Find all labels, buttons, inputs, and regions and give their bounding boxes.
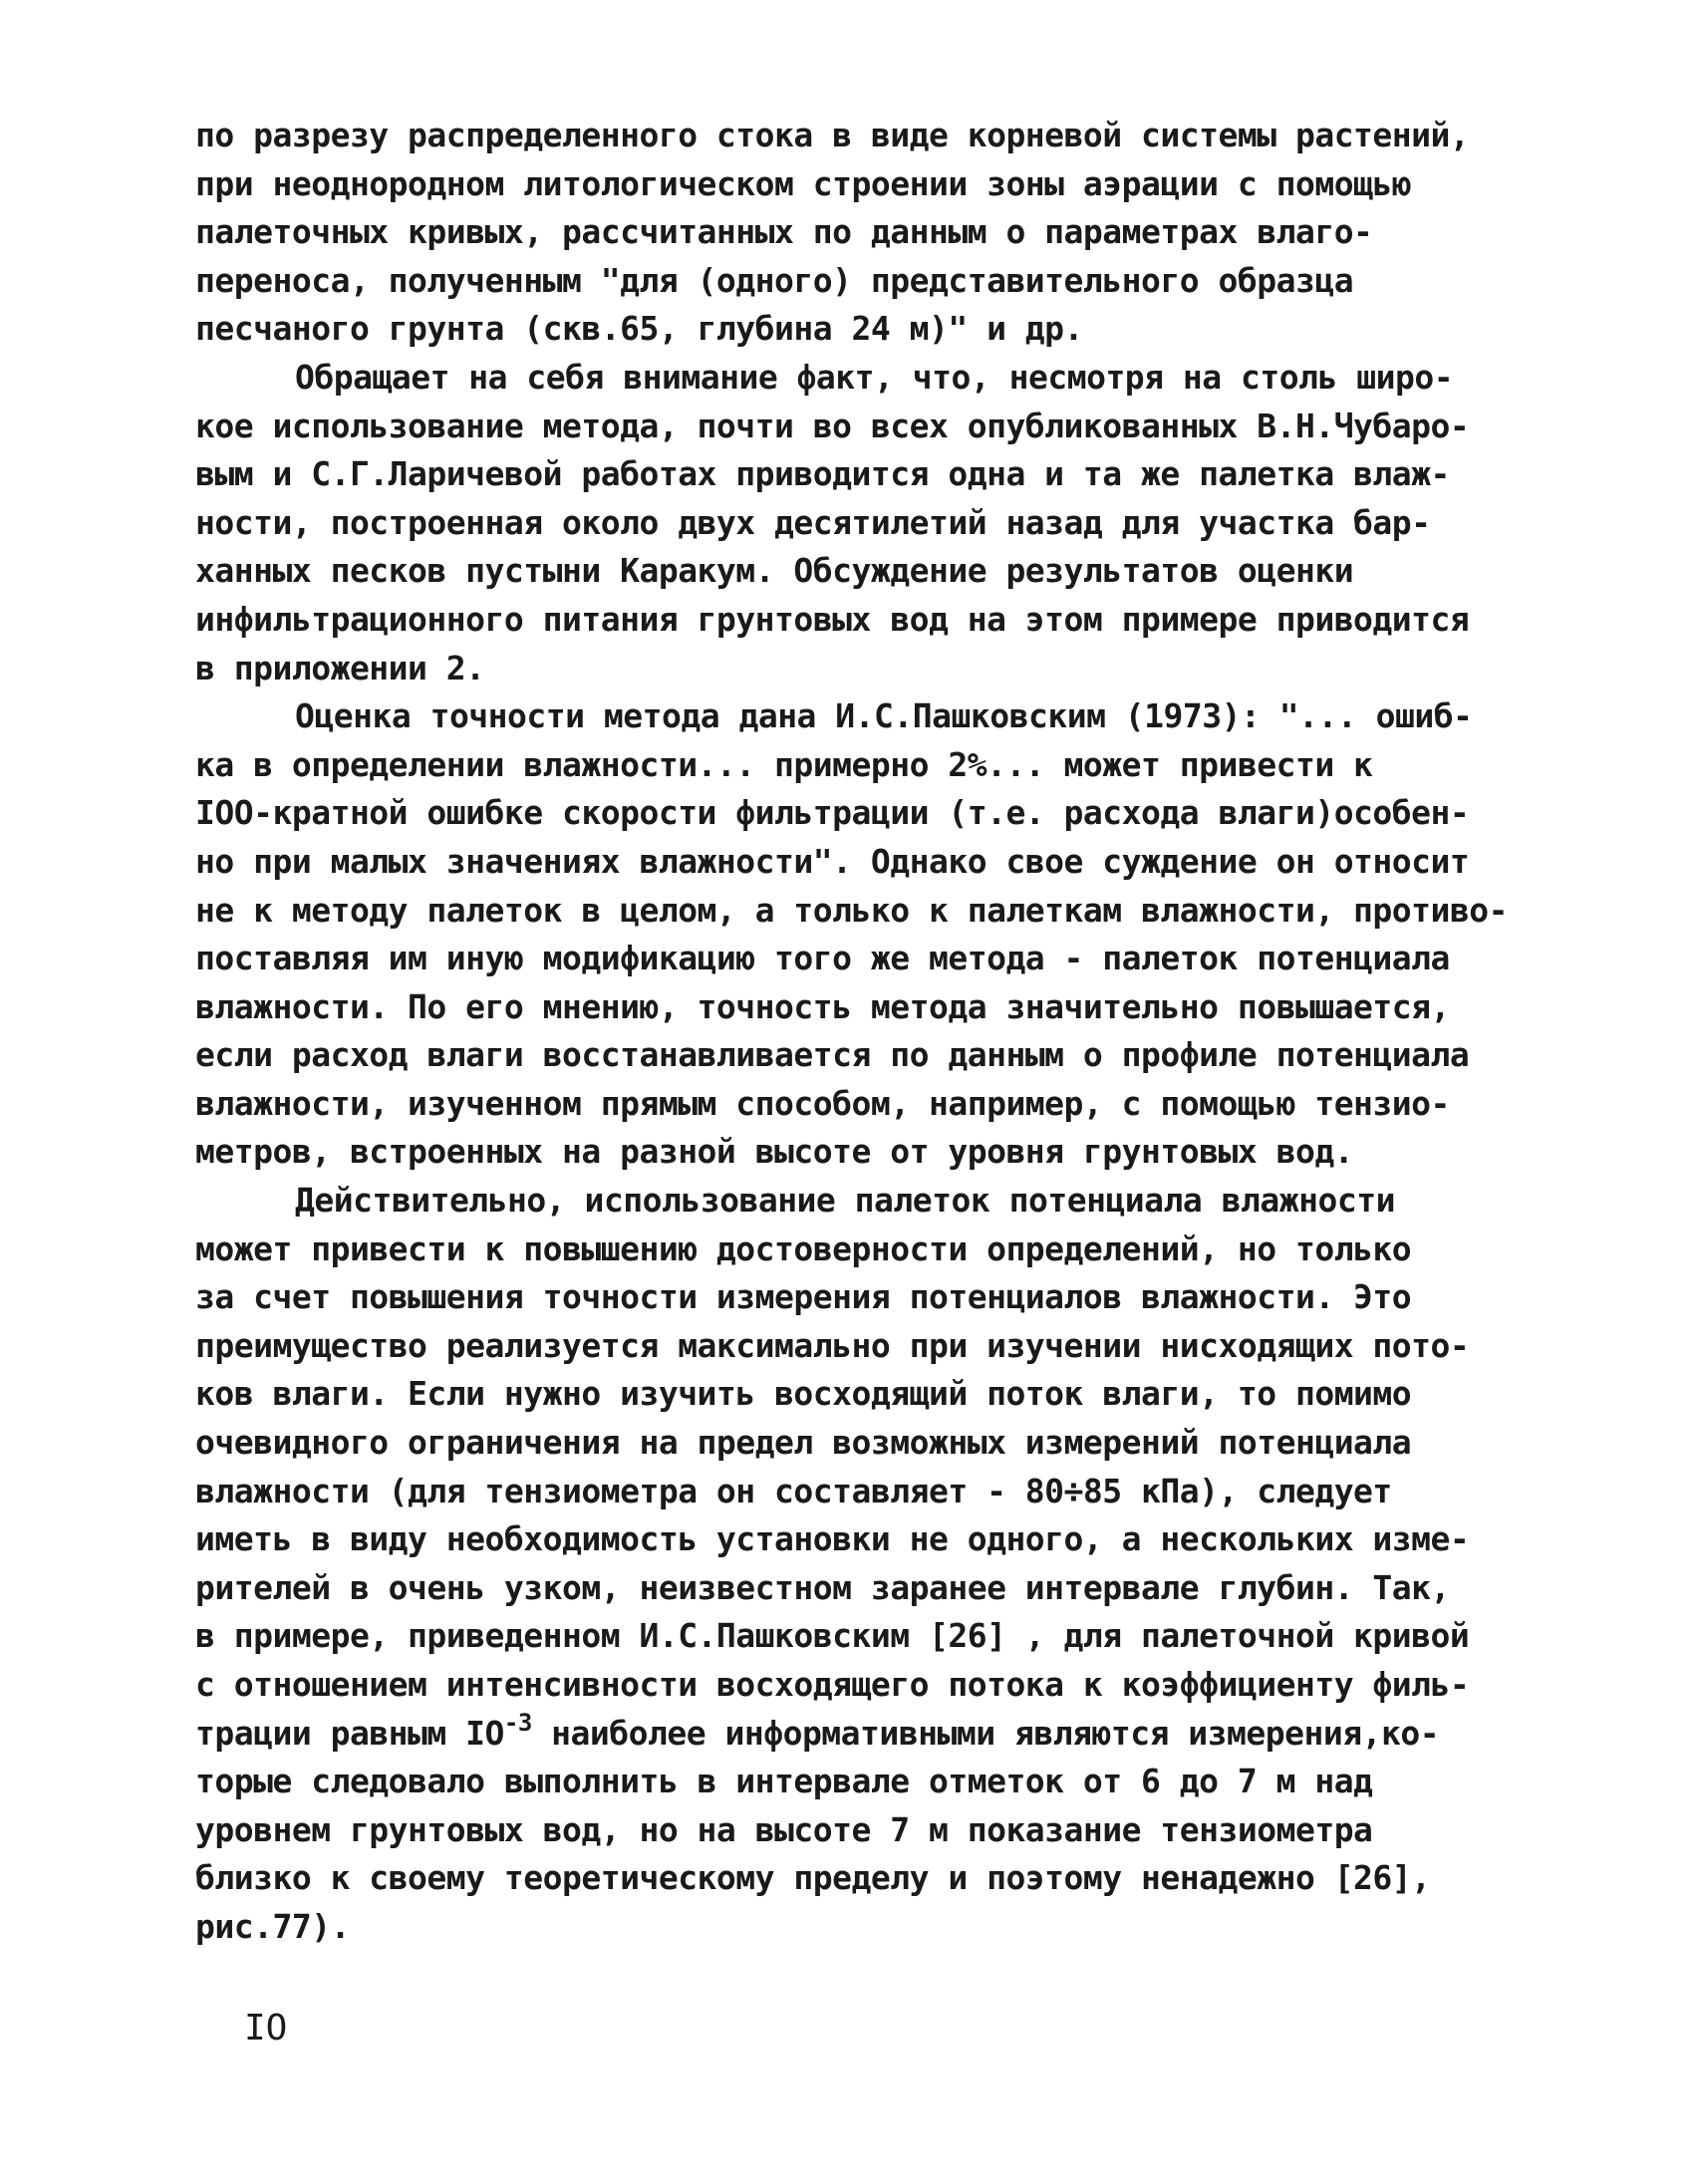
text-line: очевидного ограничения на предел возможных измерений потенциала <box>195 1423 1412 1463</box>
paragraph-start-line: Действительно, использование палеток потенциала влажности <box>295 1181 1395 1221</box>
text-line: торые следовало выполнить в интервале отметок от 6 до 7 м над <box>195 1762 1373 1801</box>
text-line: кое использование метода, почти во всех опубликованных В.Н.Чубаро- <box>195 406 1470 445</box>
text-line: уровнем грунтовых вод, но на высоте 7 м показание тензиометра <box>195 1809 1373 1849</box>
text-line: может привести к повышению достоверности определений, но только <box>195 1228 1412 1268</box>
body-text <box>195 112 1521 1952</box>
text-line: метров, встроенных на разной высоте от уровня грунтовых вод. <box>195 1132 1354 1172</box>
text-line: иметь в виду необходимость установки не одного, а нескольких изме- <box>195 1519 1470 1559</box>
text-line-with-superscript <box>195 1710 1521 1759</box>
text-line: влажности (для тензиометра он составляет - 80÷85 кПа), следует <box>195 1471 1392 1510</box>
text-line: рителей в очень узком, неизвестном заранее интервале глубин. Так, <box>195 1567 1450 1607</box>
superscript-exponent: -3 <box>503 1708 532 1737</box>
text-line: переноса, полученным "для (одного) представительного образца <box>195 260 1354 300</box>
text-line: влажности. По его мнению, точность метода значительно повышается, <box>195 986 1450 1026</box>
text-line: песчаного грунта (скв.65, глубина 24 м)" и др. <box>195 309 1083 349</box>
text-line: влажности, изученном прямым способом, например, с помощью тензио- <box>195 1083 1450 1123</box>
text-line: инфильтрационного питания грунтовых вод на этом примере приводится <box>195 599 1470 639</box>
text-line: не к методу палеток в целом, а только к палеткам влажности, противо- <box>195 890 1509 930</box>
paragraph-start-line: Обращает на себя внимание факт, что, несмотря на столь широ- <box>295 357 1454 397</box>
text-line: в приложении 2. <box>195 648 485 687</box>
text-line: в примере, приведенном И.С.Пашковским [26] , для палеточной кривой <box>195 1616 1470 1656</box>
text-line: ка в определении влажности... примерно 2%... может привести к <box>195 744 1373 784</box>
text-line: при неоднородном литологическом строении зоны аэрации с помощью <box>195 163 1412 203</box>
text-line: палеточных кривых, рассчитанных по данным о параметрах влаго- <box>195 212 1373 252</box>
text-line: ханных песков пустыни Каракум. Обсуждение результатов оценки <box>195 551 1354 591</box>
text-line: близко к своему теоретическому пределу и поэтому ненадежно [26], <box>195 1858 1431 1898</box>
text-line: за счет повышения точности измерения потенциалов влажности. Это <box>195 1277 1412 1317</box>
page-number: IO <box>244 2008 288 2048</box>
text-line: ков влаги. Если нужно изучить восходящий поток влаги, то помимо <box>195 1374 1412 1414</box>
text-line: вым и С.Г.Ларичевой работах приводится одна и та же палетка влаж- <box>195 454 1450 494</box>
text-line: но при малых значениях влажности". Однако свое суждение он относит <box>195 841 1470 881</box>
text-line: ности, построенная около двух десятилетий назад для участка бар- <box>195 502 1431 542</box>
text-line: поставляя им иную модификацию того же метода - палеток потенциала <box>195 939 1450 978</box>
text-line: по разрезу распределенного стока в виде корневой системы растений, <box>195 116 1470 154</box>
text-line: рис.77). <box>195 1906 350 1946</box>
paragraph-start-line: Оценка точности метода дана И.С.Пашковским (1973): "... ошиб- <box>295 696 1473 736</box>
text-segment: наиболее информативными являются измерения,ко- <box>531 1713 1440 1753</box>
text-line: если расход влаги восстанавливается по данным о профиле потенциала <box>195 1035 1470 1075</box>
text-line: с отношением интенсивности восходящего потока к коэффициенту филь- <box>195 1665 1470 1704</box>
text-segment: трации равным IO <box>195 1713 504 1753</box>
text-line: преимущество реализуется максимально при изучении нисходящих пото- <box>195 1325 1470 1365</box>
text-line: IOO-кратной ошибке скорости фильтрации (т.е. расхода влаги)особен- <box>195 793 1470 833</box>
